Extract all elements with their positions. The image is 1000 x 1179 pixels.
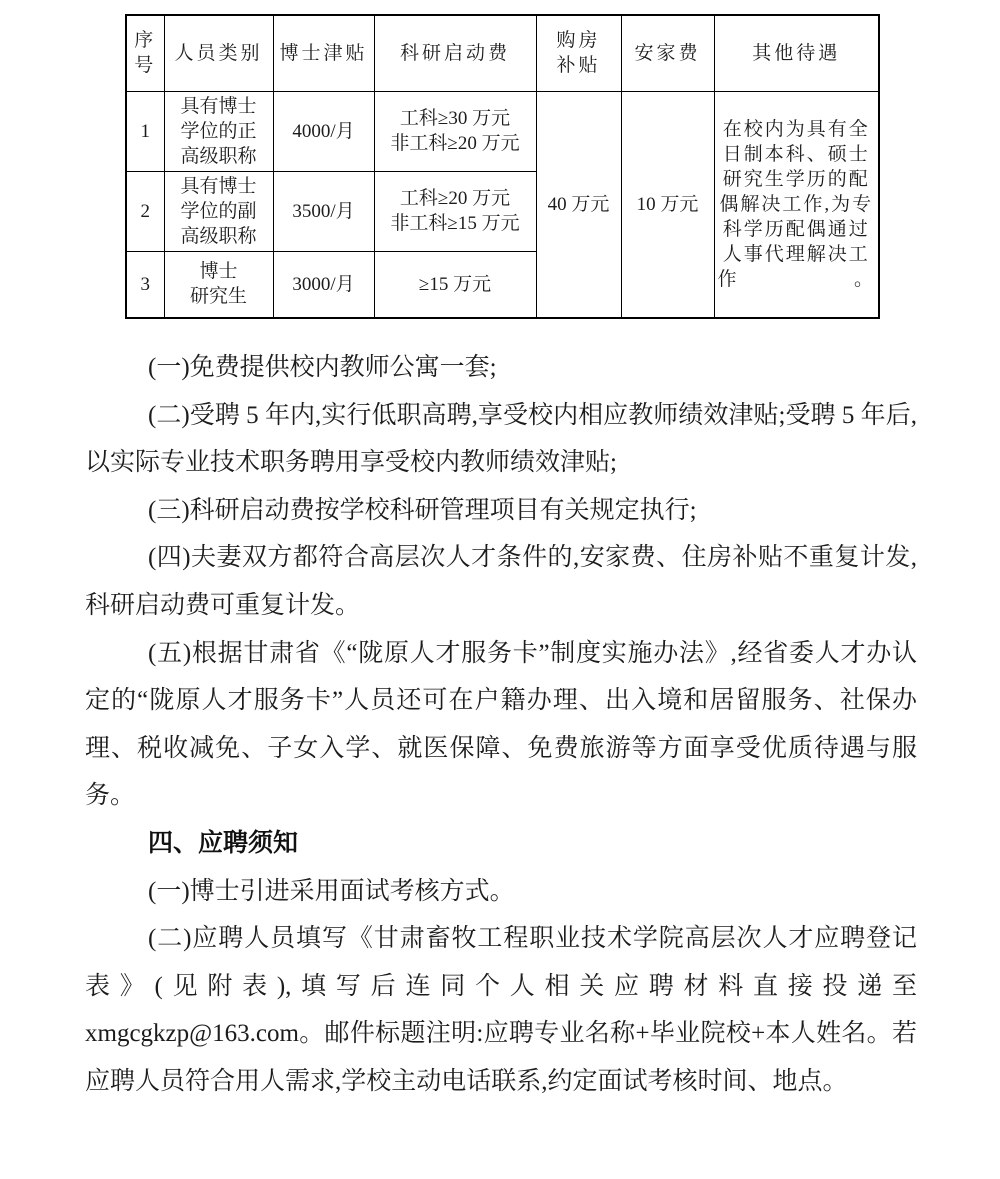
benefit-note-4: (四)夫妻双方都符合高层次人才条件的,安家费、住房补贴不重复计发,科研启动费可重复计发。 — [85, 544, 917, 619]
application-note-2: (二)应聘人员填写《甘肃畜牧工程职业技术学院高层次人才应聘登记表》(见附表),填写后连同个人相关应聘材料直接投递至 xmgcgkzp@163.com。邮件标题注明:应聘专业名称+毕业院校+本人姓名。若应聘人员符合用人需求,学校主动电话联系,约定面试考核时间、地点。 — [85, 925, 917, 1095]
header-settling-in-fee: 安家费 — [621, 15, 714, 91]
allowance-cell: 3000/月 — [273, 251, 374, 318]
table-row — [126, 91, 879, 171]
serial-no-cell: 1 — [126, 91, 164, 171]
benefit-note-5: (五)根据甘肃省《“陇原人才服务卡”制度实施办法》,经省委人才办认定的“陇原人才服务卡”人员还可在户籍办理、出入境和居留服务、社保办理、税收减免、子女入学、就医保障、免费旅游等方面享受优质待遇与服务。 — [85, 639, 917, 810]
housing-subsidy-cell: 40 万元 — [536, 91, 621, 318]
serial-no-cell: 2 — [126, 171, 164, 251]
other-benefits-cell: 在校内为具有全日制本科、硕士研究生学历的配偶解决工作,为专科学历配偶通过人事代理解决工作。 — [714, 91, 879, 318]
section-heading-application-notes: 四、应聘须知 — [148, 828, 299, 857]
category-cell: 博士 研究生 — [164, 251, 273, 318]
header-doctoral-allowance: 博士津贴 — [273, 15, 374, 91]
table-header-row — [126, 15, 879, 91]
benefit-note-2: (二)受聘 5 年内,实行低职高聘,享受校内相应教师绩效津贴;受聘 5 年后,以实际专业技术职务聘用享受校内教师绩效津贴; — [85, 401, 917, 477]
research-fund-cell: ≥15 万元 — [374, 251, 536, 318]
settling-in-fee-cell: 10 万元 — [621, 91, 714, 318]
benefit-note-1: (一)免费提供校内教师公寓一套; — [148, 354, 497, 381]
header-other-benefits: 其他待遇 — [714, 15, 879, 91]
category-cell: 具有博士 学位的副 高级职称 — [164, 171, 273, 251]
research-fund-cell: 工科≥30 万元 非工科≥20 万元 — [374, 91, 536, 171]
allowance-cell: 4000/月 — [273, 91, 374, 171]
header-research-startup-fund: 科研启动费 — [374, 15, 536, 91]
research-fund-cell: 工科≥20 万元 非工科≥15 万元 — [374, 171, 536, 251]
document-body — [85, 344, 917, 1106]
application-note-1: (一)博士引进采用面试考核方式。 — [148, 877, 515, 905]
serial-no-cell: 3 — [126, 251, 164, 318]
benefits-table — [125, 14, 880, 319]
allowance-cell: 3500/月 — [273, 171, 374, 251]
benefit-note-3: (三)科研启动费按学校科研管理项目有关规定执行; — [148, 496, 697, 524]
header-serial-no: 序 号 — [126, 15, 164, 91]
header-personnel-category: 人员类别 — [164, 15, 273, 91]
category-cell: 具有博士 学位的正 高级职称 — [164, 91, 273, 171]
header-housing-subsidy: 购房 补贴 — [536, 15, 621, 91]
